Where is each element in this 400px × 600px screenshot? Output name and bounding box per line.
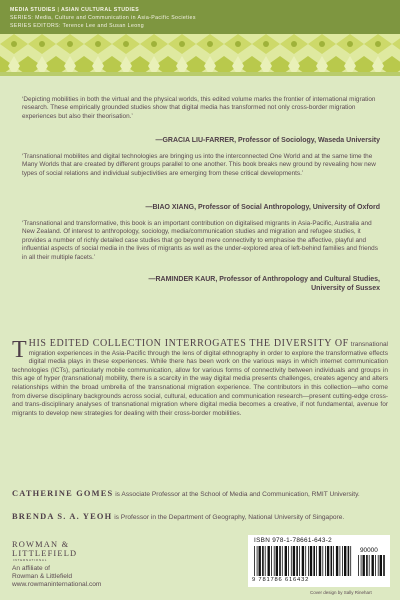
book-description (12, 337, 389, 418)
publisher-logo-line2: LITTLEFIELD (12, 549, 78, 558)
editor-name: BRENDA S. A. YEOH (12, 512, 113, 521)
series-editors: SERIES EDITORS: Terence Lee and Susan Leong (10, 23, 145, 29)
editor-bio-text: is Professor in the Department of Geography, National University of Singapore. (112, 514, 345, 521)
quote-liu-farrer: ‘Depicting mobilities in both the virtual and the physical worlds, this edited volume marks the frontier of international migration research. These empirically grounded studies show that digital media has transformed not only cross-border migration experiences but also their theorisation.’ (22, 96, 376, 120)
attribution-liu-farrer: —GRACIA LIU-FARRER, Professor of Sociology, Waseda University (155, 137, 380, 144)
series-title: SERIES: Media, Culture and Communication in Asia-Pacific Societies (10, 15, 196, 21)
quote-kaur: ‘Transnational and transformative, this book is an important contribution on digitalised migrants in Asia-Pacific, Australia and New Zealand. Of interest to anthropology, sociology, media/communication studies and migration and refugee studies, it provides a number of richly detailed case studies that go beyond mere connectivity to emphasise the affective, playful and influential aspects of social media in the lives of migrants as well as the under-explored area of left-behind families and friends in all their multiple facets.’ (22, 220, 378, 261)
description-body: transnational migration experiences in the Asia-Pacific through the lens of digital ethnography in order to explore the transformative effects digital media plays in these experiences. While there has been work on the various ways in which internet communication technologies (ICTs), particularly mobile communication, allow for various forms of connectivity between individuals and groups in this age of hyper (transnational) mobility, there is a scarcity in the way digital media presents challenges, creates agency and alters relationships within the broad umbrella of the transnational migration experience. The contributors in this collection—who come from diverse disciplinary backgrounds across social, cultural, education and communication research—present cutting-edge cross- and trans-disciplinary analyses of transnational migration where digital media becomes a creative, if not fundamental, avenue for migrants to develop new strategies for dealing with their cross-border mobilities. (12, 341, 389, 417)
drop-cap: T (12, 337, 27, 363)
publisher-affiliate: An affiliate of Rowman & Littlefield www.rowmaninternational.com (12, 565, 142, 590)
isbn-barcode (248, 535, 390, 587)
isbn-number: ISBN 978-1-78661-643-2 (254, 537, 333, 544)
publisher-logo-line1: ROWMAN & (12, 540, 70, 549)
publisher-block (12, 540, 142, 590)
publisher-logo-sub: INTERNATIONAL (13, 558, 48, 562)
editor-bio-gomes (12, 490, 388, 500)
price-barcode-bars (358, 555, 386, 576)
series-header (0, 0, 400, 34)
editor-bio-text: is Associate Professor at the School of Media and Communication, RMIT University. (113, 491, 360, 498)
description-lead: HIS EDITED COLLECTION INTERROGATES THE DIVERSITY OF (28, 338, 349, 349)
editor-name: CATHERINE GOMES (12, 489, 114, 498)
barcode-number: 9 781786 616432 (252, 577, 310, 583)
attribution-kaur: —RAMINDER KAUR, Professor of Anthropology and Cultural Studies, University of Sussex (148, 276, 380, 292)
series-category: MEDIA STUDIES | ASIAN CULTURAL STUDIES (10, 7, 140, 13)
publisher-url: www.rowmaninternational.com (12, 581, 102, 589)
decorative-pattern (0, 34, 400, 76)
quote-xiang: ‘Transnational mobilites and digital technologies are bringing us into the interconnected One World and at the same time the Many Worlds that are created by different groups parallel to one another. This book breaks new ground by revealing how new types of social relations and individual subjectivities are emerging from these critical developments.’ (22, 153, 376, 177)
editor-bio-yeoh (12, 513, 388, 523)
price-code: 90000 (360, 547, 378, 554)
barcode-bars (254, 546, 352, 576)
cover-credit: Cover design by Sally Rinehart (310, 590, 372, 595)
attribution-xiang: —BIAO XIANG, Professor of Social Anthropology, University of Oxford (145, 204, 380, 211)
